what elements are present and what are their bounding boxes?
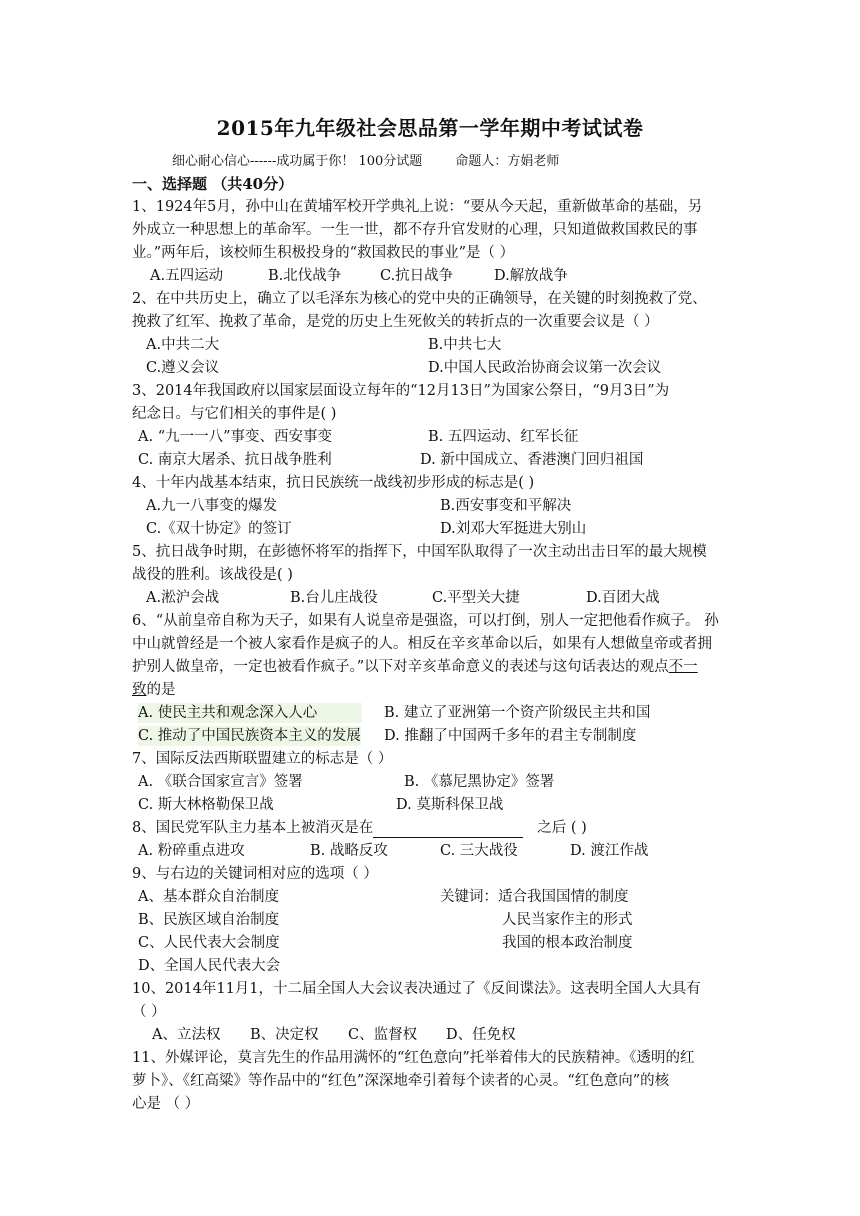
- q8-option-c: C. 三大战役: [440, 843, 518, 859]
- q6-line-2: 中山就曾经是一个被人家看作是疯子的人。相反在辛亥革命以后，如果有人想做皇帝或者拥: [132, 636, 712, 652]
- q10-line-2: （ ）: [132, 1004, 166, 1020]
- q6-option-d: D. 推翻了中国两千多年的君主专制制度: [384, 728, 637, 744]
- q3-option-c: C. 南京大屠杀、抗日战争胜利: [138, 452, 332, 468]
- q1-line-1: 1、1924年5月，孙中山在黄埔军校开学典礼上说：“要从今天起，重新做革命的基础，另: [132, 199, 703, 215]
- q6-line-3-text: 护别人做皇帝，一定也被看作疯子。”以下对辛亥革命意义的表述与这句话表达的观点: [132, 659, 669, 675]
- page-title: 2015年九年级社会思品第一学年期中考试试卷: [216, 116, 644, 140]
- q1-line-3: 业。”两年后，该校师生积极投身的“救国救民的事业”是（ ）: [132, 245, 515, 261]
- q1-line-2: 外成立一种思想上的革命军。一生一世，都不存升官发财的心理，只知道做救国救民的事: [132, 222, 698, 238]
- q9-keywords: [440, 887, 629, 907]
- q9-line-1: 9、与右边的关键词相对应的选项（ ）: [132, 866, 378, 882]
- q6-option-c: C. 推动了中国民族资本主义的发展: [138, 728, 361, 744]
- q10-option-b: B、决定权: [250, 1027, 319, 1043]
- q4-option-d: D.刘邓大军挺进大别山: [440, 521, 587, 537]
- q4-line-1: 4、十年内战基本结束，抗日民族统一战线初步形成的标志是( ): [132, 475, 535, 491]
- q9-keyword-2: 人民当家作主的形式: [502, 912, 633, 928]
- q7-option-d: D. 莫斯科保卫战: [396, 797, 504, 813]
- q3-line-2: 纪念日。与它们相关的事件是( ): [132, 406, 337, 422]
- q11-line-2: 萝卜》、《红高粱》等作品中的“红色”深深地牵引着每个读者的心灵。“红色意向”的核: [132, 1073, 670, 1089]
- q6-line-4: [132, 680, 176, 700]
- q8-option-a: A. 粉碎重点进攻: [138, 843, 245, 859]
- q10-option-a: A、立法权: [152, 1027, 221, 1043]
- q2-option-d: D.中国人民政治协商会议第一次会议: [428, 360, 662, 376]
- q4-option-b: B.西安事变和平解决: [440, 498, 572, 514]
- q2-option-c: C.遵义会议: [146, 360, 220, 376]
- q8-line-1: [132, 818, 587, 838]
- q7-option-b: B. 《慕尼黑协定》签署: [404, 774, 555, 790]
- q3-option-b: B. 五四运动、红军长征: [428, 429, 579, 445]
- q10-option-d: D、任免权: [446, 1027, 516, 1043]
- section-heading: 一、选择题 （共40分）: [132, 175, 294, 193]
- q9-keyword-3: 我国的根本政治制度: [502, 935, 633, 951]
- q8-option-b: B. 战略反攻: [310, 843, 388, 859]
- q1-option-d: D.解放战争: [494, 268, 568, 284]
- q11-line-1: 11、外媒评论，莫言先生的作品用满怀的“红色意向”托举着伟大的民族精神。《透明的红: [132, 1050, 695, 1066]
- q6-tail: 的是: [146, 682, 176, 698]
- q9-option-d: D、全国人民代表大会: [138, 958, 281, 974]
- subtitle: 细心耐心信心------成功属于你！ 100分试题 命题人：方娟老师: [172, 154, 560, 169]
- q10-line-1: 10、2014年11月1，十二届全国人大会议表决通过了《反间谍法》。这表明全国人大具有: [132, 981, 701, 997]
- q7-option-a: A. 《联合国家宣言》签署: [138, 774, 303, 790]
- q6-line-3: [132, 657, 698, 677]
- q5-line-2: 战役的胜利。该战役是( ): [132, 567, 293, 583]
- q2-option-a: A.中共二大: [146, 337, 220, 353]
- q7-option-c: C. 斯大林格勒保卫战: [138, 797, 274, 813]
- q5-option-a: A.淞沪会战: [146, 590, 220, 606]
- q8-answer-blank[interactable]: [373, 823, 523, 838]
- q5-line-1: 5、抗日战争时期，在彭德怀将军的指挥下，中国军队取得了一次主动出击日军的最大规模: [132, 544, 707, 560]
- q9-keyword-1: 适合我国国情的制度: [498, 889, 629, 905]
- q8-suffix: 之后 ( ): [537, 820, 587, 836]
- q10-option-c: C、监督权: [348, 1027, 418, 1043]
- q2-line-1: 2、在中共历史上，确立了以毛泽东为核心的党中央的正确领导，在关键的时刻挽救了党、: [132, 291, 707, 307]
- q4-option-c: C.《双十协定》的签订: [146, 521, 292, 537]
- q3-option-d: D. 新中国成立、香港澳门回归祖国: [420, 452, 644, 468]
- q9-keywords-label: 关键词：: [440, 889, 498, 905]
- q8-option-d: D. 渡江作战: [570, 843, 649, 859]
- q3-line-1: 3、2014年我国政府以国家层面设立每年的“12月13日”为国家公祭日，“9月3日”为: [132, 383, 670, 399]
- q6-option-b: B. 建立了亚洲第一个资产阶级民主共和国: [384, 705, 651, 721]
- q1-option-c: C.抗日战争: [380, 268, 454, 284]
- q5-option-c: C.平型关大捷: [432, 590, 520, 606]
- q5-option-d: D.百团大战: [586, 590, 660, 606]
- q11-line-3: 心是 （ ）: [132, 1096, 200, 1112]
- q1-option-a: A.五四运动: [150, 268, 224, 284]
- q9-option-c: C、人民代表大会制度: [138, 935, 280, 951]
- q2-option-b: B.中共七大: [428, 337, 502, 353]
- q9-option-a: A、基本群众自治制度: [138, 889, 279, 905]
- q6-option-a: A. 使民主共和观念深入人心: [138, 703, 362, 723]
- q5-option-b: B.台儿庄战役: [290, 590, 378, 606]
- q9-option-b: B、民族区域自治制度: [138, 912, 280, 928]
- q3-option-a: A. “九一一八”事变、西安事变: [138, 429, 333, 445]
- q2-line-2: 挽救了红军、挽救了革命，是党的历史上生死攸关的转折点的一次重要会议是（ ）: [132, 314, 659, 330]
- q6-underlined-text-1: 不一: [668, 659, 698, 675]
- q8-prefix: 8、国民党军队主力基本上被消灭是在: [132, 820, 374, 836]
- q7-line-1: 7、国际反法西斯联盟建立的标志是（ ）: [132, 751, 393, 767]
- q1-option-b: B.北伐战争: [268, 268, 342, 284]
- q4-option-a: A.九一八事变的爆发: [146, 498, 278, 514]
- q6-underlined-text-2: 致: [132, 682, 147, 698]
- q6-line-1: 6、“从前皇帝自称为天子，如果有人说皇帝是强盗，可以打倒，别人一定把他看作疯子。 孙: [132, 613, 719, 629]
